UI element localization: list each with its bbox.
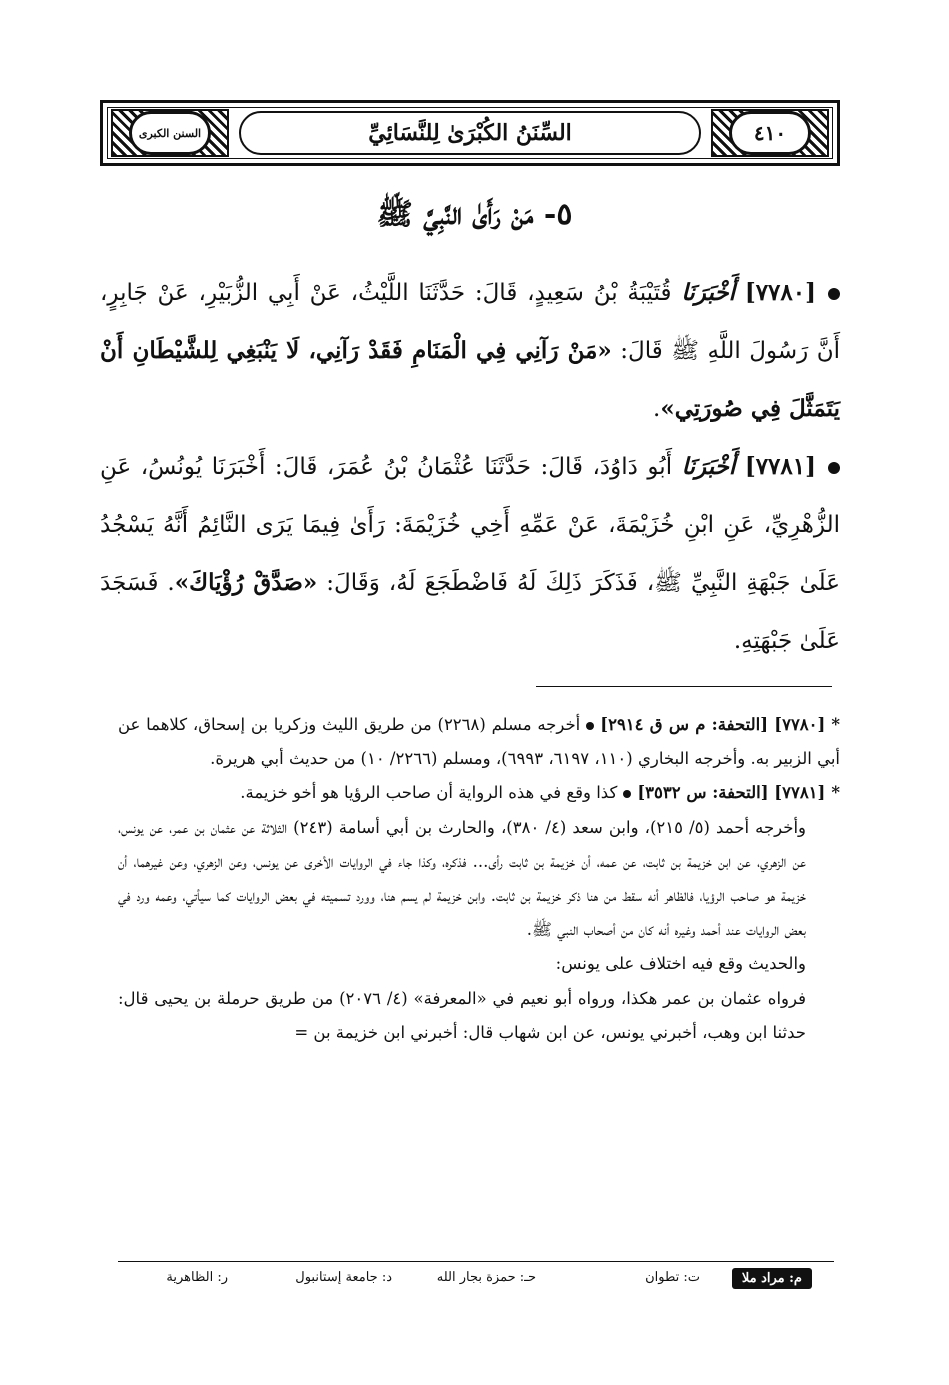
bullet-icon	[623, 790, 631, 798]
book-logo: السنن الكبرى	[129, 111, 211, 155]
star-icon: *	[831, 783, 840, 803]
footer-rule	[118, 1261, 834, 1262]
hadith-number: [٧٧٨١]	[744, 453, 817, 480]
note-text: كذا وقع في هذه الرواية أن صاحب الرؤيا هو أخو خزيمة.	[240, 783, 618, 803]
siglum-d: د: جامعة إستانبول	[295, 1270, 392, 1285]
siglum-r: ر: الظاهرية	[166, 1270, 228, 1285]
bullet-icon	[828, 462, 840, 474]
hadith-quote: «مَنْ رَآنِي فِي الْمَنَامِ فَقَدْ رَآنِي، لَا يَنْبَغِي لِلشَّيْطَانِ أَنْ يَتَمَثَّلَ فِي صُورَتِي»	[100, 337, 840, 422]
note-paragraph: وأخرجه أحمد (٥/ ٢١٥)، وابن سعد (٤/ ٣٨٠)، والحارث بن أبي أسامة (٢٤٣) الثلاثة عن عثمان بن عمر، عن يونس، عن الزهري، عن ابن خزيمة بن ثابت، عن عمه، أن خزيمة بن ثابت رأى... فذكره، وكذا جاء في الروايات الأخرى عن يونس، وعن الزهري، وعن غيرهما، أن خزيمة هو صاحب الرؤيا، فالظاهر أنه سقط من هنا ذكر خزيمة بن ثابت. وابن خزيمة لم يسم هنا، وورد تسميته في بعض الروايات كما سيأتي، وعمه ورد في بعض الروايات عند أحمد وغيره أنه كان من أصحاب النبي ﷺ.	[118, 817, 806, 940]
manuscript-sigla	[118, 1268, 834, 1296]
siglum-badge: م: مراد ملا	[732, 1268, 812, 1289]
note-text: أخرجه مسلم (٢٢٦٨) من طريق الليث وزكريا بن إسحاق، كلاهما عن أبي الزبير به. وأخرجه البخاري (١١٠، ٦١٩٧، ٦٩٩٣)، ومسلم (٢٢٦٦/ ١٠) من حديث أبي هريرة.	[118, 715, 840, 769]
hadith-number: [٧٧٨٠]	[744, 279, 817, 306]
header-ornament-left	[111, 109, 229, 157]
hadith-text-end: . فَسَجَدَ عَلَىٰ جَبْهَتِهِ.	[100, 570, 840, 654]
star-icon: *	[831, 715, 840, 734]
hadith-7780	[100, 264, 840, 438]
bullet-icon	[828, 288, 840, 300]
hadith-text: أَبُو دَاوُدَ، قَالَ: حَدَّثَنَا عُثْمَانُ بْنُ عُمَرَ، قَالَ: أَخْبَرَنَا يُونُسُ، عَنِ الزُّهْرِيِّ، عَنِ ابْنِ خُزَيْمَةَ، عَنْ عَمِّهِ أَخِي خُزَيْمَةَ: رَأَىٰ فِيمَا يَرَى النَّائِمُ أَنَّهُ يَسْجُدُ عَلَىٰ جَبْهَةِ النَّبِيِّ ﷺ، فَذَكَرَ ذَلِكَ لَهُ فَاضْطَجَعَ لَهُ، وَقَالَ:	[100, 454, 840, 596]
hadith-text-end: .	[653, 396, 661, 422]
note-ref: [٧٧٨١] [التحفة: س ٣٥٣٢]	[637, 783, 826, 803]
hadith-quote: «صَدَّقْ رُؤْيَاكَ»	[174, 569, 318, 596]
note-paragraph: فرواه عثمان بن عمر هكذا، ورواه أبو نعيم في «المعرفة» (٤/ ٢٠٧٦) من طريق حرملة بن يحيى قال: حدثنا ابن وهب، أخبرني يونس، عن ابن شهاب قال: أخبرني ابن خزيمة بن =	[118, 988, 806, 1042]
note-7781	[118, 776, 840, 810]
page-number: ٤١٠	[729, 111, 811, 155]
footnotes	[118, 708, 840, 1050]
page-header	[100, 100, 840, 166]
note-paragraph: والحديث وقع فيه اختلاف على يونس:	[555, 954, 806, 974]
hadith-akhbarana: أَخْبَرَنَا	[681, 279, 736, 306]
siglum-h: حـ: حمزة بجار الله	[436, 1270, 536, 1285]
hadith-7781	[100, 438, 840, 670]
chapter-title: ٥- مَنْ رَأَىٰ النَّبِيَّ ﷺ	[376, 197, 573, 232]
hadith-akhbarana: أَخْبَرَنَا	[681, 453, 736, 480]
siglum-t: ت: تطوان	[645, 1270, 700, 1285]
note-ref: [٧٧٨٠] [التحفة: م س ق ٢٩١٤]	[600, 715, 826, 734]
hadith-text: قُتَيْبَةُ بْنُ سَعِيدٍ، قَالَ: حَدَّثَنَا اللَّيْثُ، عَنْ أَبِي الزُّبَيْرِ، عَنْ جَابِرٍ، أَنَّ رَسُولَ اللَّهِ ﷺ قَالَ:	[100, 280, 841, 364]
note-7780	[118, 708, 840, 776]
running-title: السِّنَنُ الكُبْرَىٰ لِلنَّسَائِيِّ	[239, 111, 701, 155]
header-ornament-right	[711, 109, 829, 157]
bullet-icon	[586, 722, 594, 730]
footnote-divider	[536, 686, 832, 687]
